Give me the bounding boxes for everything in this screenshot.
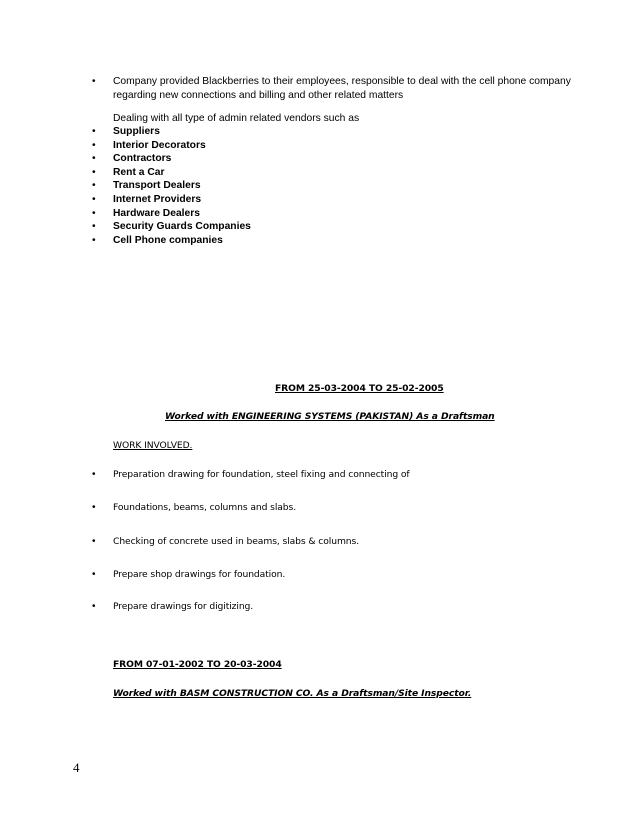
vendor-name: Contractors [113,153,172,165]
bullet-marker: • [92,502,96,513]
bullet-marker: • [92,601,96,612]
vendor-name: Rent a Car [113,166,165,178]
duty-text: Foundations, beams, columns and slabs. [113,502,297,513]
list-item [92,569,592,583]
bullet-marker: • [92,180,96,192]
duty-text: Prepare shop drawings for foundation. [113,569,286,580]
list-item [92,601,592,615]
list-item [92,234,492,248]
bullet-marker: • [92,469,96,480]
vendor-name: Suppliers [113,126,160,137]
bullet-marker: • [92,139,96,151]
list-item [92,536,592,550]
vendors-intro: Dealing with all type of admin related vendors such as [113,113,360,124]
vendor-name: Internet Providers [113,193,202,205]
vendor-name: Cell Phone companies [113,234,223,246]
job2-period: FROM 07-01-2002 TO 20-03-2004 [113,659,282,670]
list-item [92,207,492,221]
duty-text: Prepare drawings for digitizing. [113,601,254,612]
vendor-name: Hardware Dealers [113,207,201,219]
vendor-name: Security Guards Companies [113,221,251,233]
bullet-marker: • [92,153,96,165]
bullet-marker: • [92,193,96,205]
duty-text: Preparation drawing for foundation, steel fixing and connecting of [113,469,410,480]
list-item [92,179,492,193]
work-involved-heading: WORK INVOLVED. [113,440,193,451]
bullet-marker: • [92,221,96,233]
blackberry-responsibility-line2: regarding new connections and billing and other related matters [113,90,404,101]
job1-period: FROM 25-03-2004 TO 25-02-2005 [275,383,444,394]
vendor-name: Transport Dealers [113,180,201,192]
bullet-marker: • [92,536,96,547]
list-item [92,502,592,516]
bullet-marker: • [92,234,96,246]
job2-title: Worked with BASM CONSTRUCTION CO. As a Draftsman/Site Inspector. [113,688,472,699]
list-item [92,166,492,180]
bullet-marker: • [92,207,96,219]
bullet-marker: • [92,166,96,178]
page-number: 4 [73,760,80,775]
list-item [92,469,592,483]
vendor-name: Interior Decorators [113,139,206,151]
list-item [92,152,492,166]
bullet-marker: • [92,76,96,87]
vendors-list [92,125,492,247]
list-item [92,139,492,153]
bullet-marker: • [92,569,96,580]
duty-text: Checking of concrete used in beams, slabs & columns. [113,536,360,547]
list-item [92,193,492,207]
list-item [92,125,492,139]
bullet-marker: • [92,126,96,137]
blackberry-responsibility-line1: Company provided Blackberries to their employees, responsible to deal with the cell phone company [113,76,571,87]
list-item [92,220,492,234]
job1-title: Worked with ENGINEERING SYSTEMS (PAKISTAN) As a Draftsman [165,411,495,422]
